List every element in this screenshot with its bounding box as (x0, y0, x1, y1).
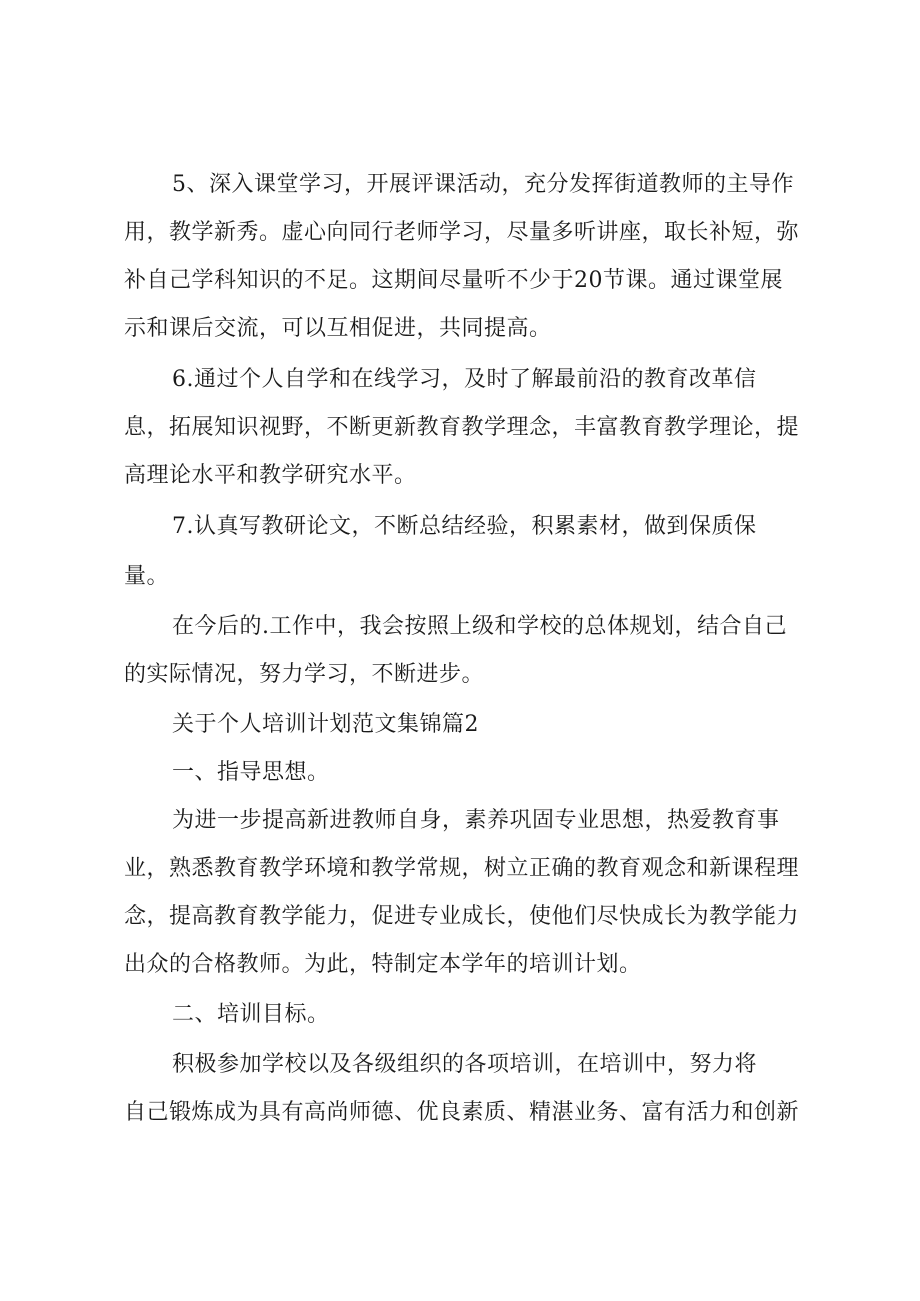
paragraph-7-line-1: 7.认真写教研论文，不断总结经验，积累素材，做到保质保 (172, 514, 757, 539)
heading-training-goals: 二、培训目标。 (172, 1002, 330, 1027)
paragraph-7-line-2: 量。 (124, 564, 170, 589)
heading-guiding-thought: 一、指导思想。 (172, 760, 330, 785)
guiding-paragraph-line-1: 为进一步提高新进教师自身，素养巩固专业思想，热爱教育事 (172, 808, 780, 833)
paragraph-6-line-1: 6.通过个人自学和在线学习，及时了解最前沿的教育改革信 (172, 367, 757, 392)
paragraph-5-line-4: 示和课后交流，可以互相促进，共同提高。 (124, 316, 552, 341)
closing-paragraph-line-2: 的实际情况，努力学习，不断进步。 (124, 662, 485, 687)
closing-paragraph-line-1: 在今后的.工作中，我会按照上级和学校的总体规划，结合自己 (172, 614, 787, 639)
paragraph-5-line-3: 补自己学科知识的不足。这期间尽量听不少于20节课。通过课堂展 (124, 268, 783, 293)
guiding-paragraph-line-2: 业，熟悉教育教学环境和教学常规，树立正确的教育观念和新课程理 (124, 856, 800, 881)
guiding-paragraph-line-4: 出众的合格教师。为此，特制定本学年的培训计划。 (124, 952, 642, 977)
paragraph-5-line-1: 5、深入课堂学习，开展评课活动，充分发挥街道教师的主导作 (172, 172, 794, 197)
goals-paragraph-line-2: 自己锻炼成为具有高尚师德、优良素质、精湛业务、富有活力和创新 (124, 1100, 800, 1125)
paragraph-6-line-2: 息，拓展知识视野，不断更新教育教学理念，丰富教育教学理论，提 (124, 415, 800, 440)
paragraph-6-line-3: 高理论水平和教学研究水平。 (124, 463, 417, 488)
goals-paragraph-line-1: 积极参加学校以及各级组织的各项培训，在培训中，努力将 (172, 1052, 758, 1077)
paragraph-5-line-2: 用，教学新秀。虚心向同行老师学习，尽量多听讲座，取长补短，弥 (124, 220, 800, 245)
guiding-paragraph-line-3: 念，提高教育教学能力，促进专业成长，使他们尽快成长为教学能力 (124, 904, 800, 929)
section-title: 关于个人培训计划范文集锦篇2 (172, 712, 479, 737)
